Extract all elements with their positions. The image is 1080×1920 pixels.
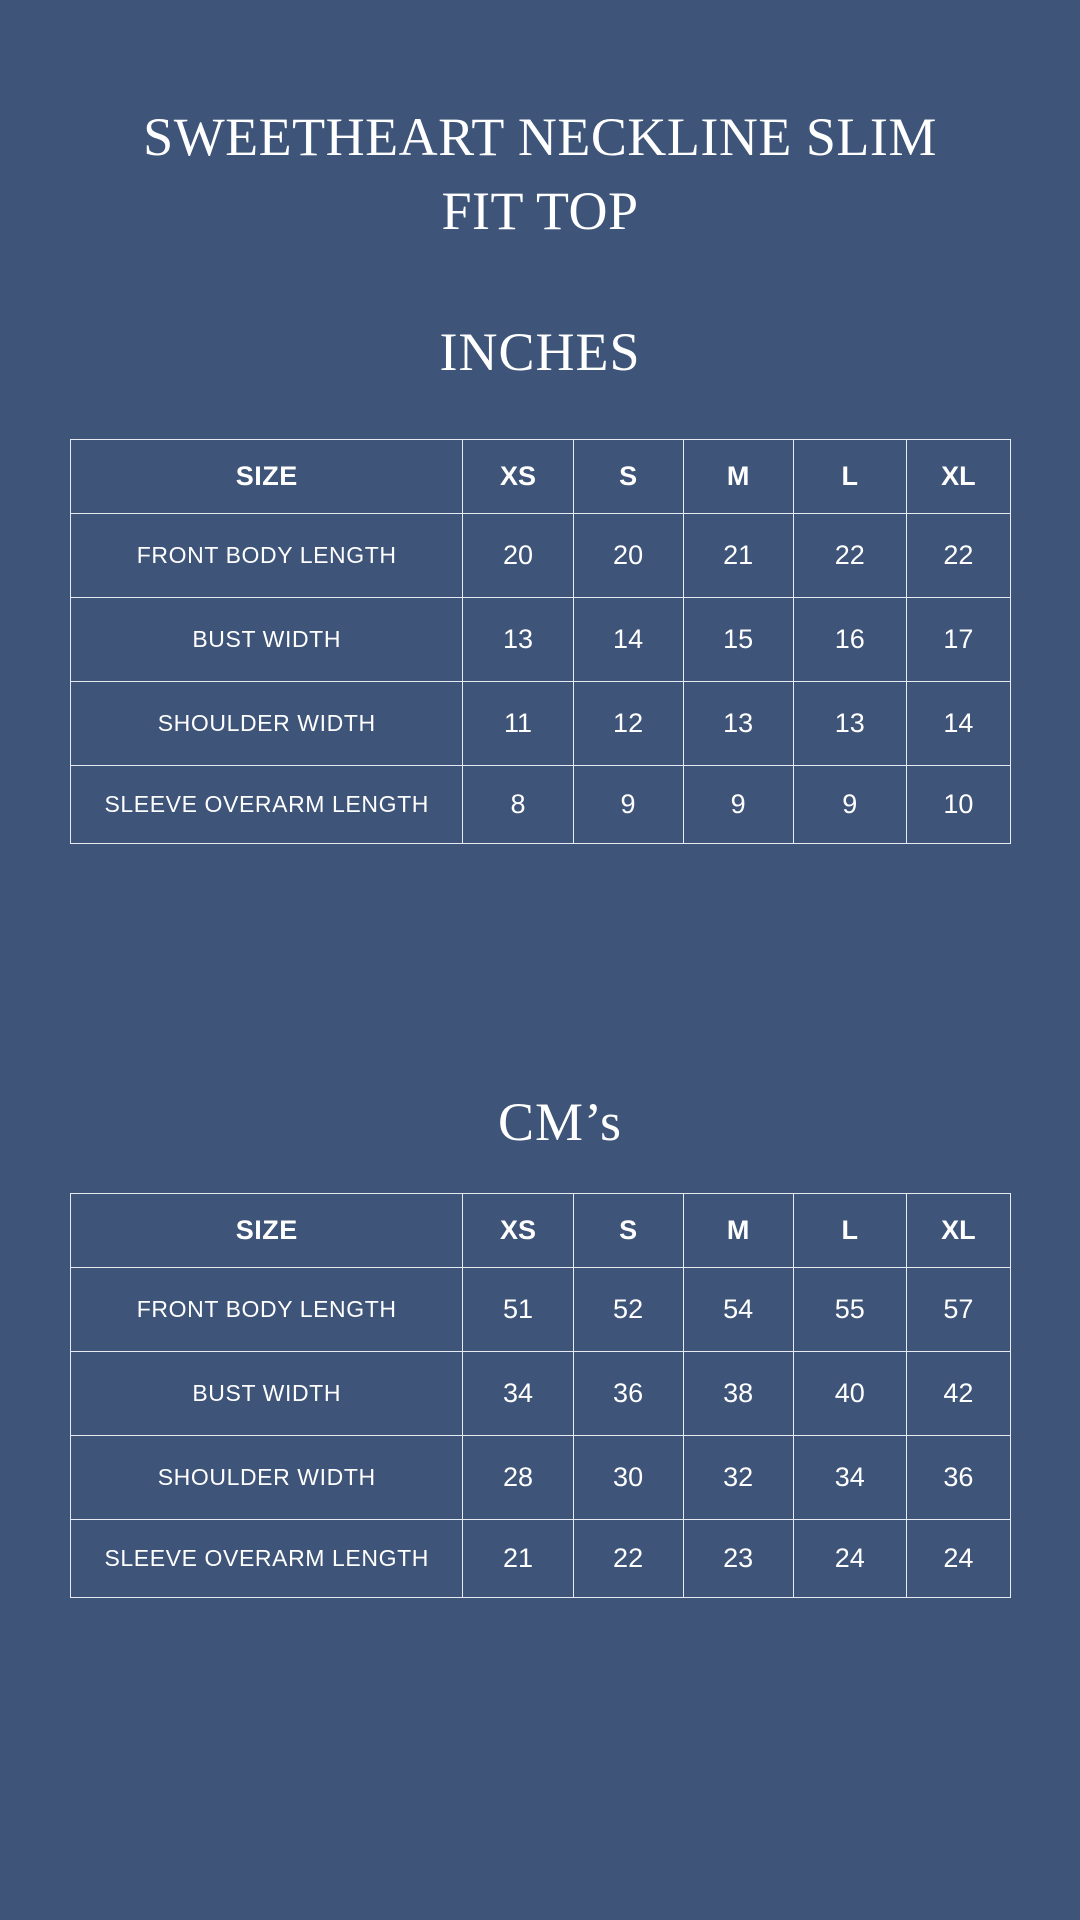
table-cell: 38: [683, 1352, 793, 1436]
table-cell: 42: [906, 1352, 1010, 1436]
table-cell: 22: [573, 1520, 683, 1598]
table-cell: 13: [683, 682, 793, 766]
table-cell: 22: [793, 514, 906, 598]
table-cell: 9: [683, 766, 793, 844]
table-cell: 15: [683, 598, 793, 682]
table-cell: 23: [683, 1520, 793, 1598]
table-cell: 21: [683, 514, 793, 598]
table-row: [71, 598, 1011, 682]
table-cell: 54: [683, 1268, 793, 1352]
size-header-m: M: [683, 440, 793, 514]
table-header-row: [71, 1194, 1011, 1268]
table-cell: 10: [906, 766, 1010, 844]
table-cell: 24: [906, 1520, 1010, 1598]
table-cell: 13: [793, 682, 906, 766]
size-header-m: M: [683, 1194, 793, 1268]
row-label: FRONT BODY LENGTH: [71, 1268, 463, 1352]
table-cell: 16: [793, 598, 906, 682]
size-column-header: SIZE: [71, 440, 463, 514]
size-header-xs: XS: [463, 1194, 573, 1268]
table-cell: 22: [906, 514, 1010, 598]
table-cell: 9: [793, 766, 906, 844]
table-cell: 36: [573, 1352, 683, 1436]
table-cell: 11: [463, 682, 573, 766]
table-cell: 34: [463, 1352, 573, 1436]
cms-size-table: [70, 1193, 1011, 1598]
row-label: SLEEVE OVERARM LENGTH: [71, 766, 463, 844]
table-cell: 34: [793, 1436, 906, 1520]
table-cell: 40: [793, 1352, 906, 1436]
table-cell: 20: [463, 514, 573, 598]
table-cell: 28: [463, 1436, 573, 1520]
size-header-l: L: [793, 440, 906, 514]
table-cell: 30: [573, 1436, 683, 1520]
table-row: [71, 514, 1011, 598]
table-cell: 24: [793, 1520, 906, 1598]
size-column-header: SIZE: [71, 1194, 463, 1268]
title-line-2: FIT TOP: [441, 181, 639, 241]
row-label: BUST WIDTH: [71, 1352, 463, 1436]
page-title: [0, 100, 1080, 248]
table-cell: 57: [906, 1268, 1010, 1352]
table-cell: 52: [573, 1268, 683, 1352]
row-label: SHOULDER WIDTH: [71, 682, 463, 766]
inches-heading: INCHES: [439, 322, 641, 382]
table-row: [71, 682, 1011, 766]
table-cell: 36: [906, 1436, 1010, 1520]
row-label: BUST WIDTH: [71, 598, 463, 682]
table-cell: 55: [793, 1268, 906, 1352]
table-cell: 20: [573, 514, 683, 598]
table-cell: 8: [463, 766, 573, 844]
table-cell: 32: [683, 1436, 793, 1520]
table-row: [71, 1352, 1011, 1436]
size-header-s: S: [573, 440, 683, 514]
size-header-xs: XS: [463, 440, 573, 514]
table-header-row: [71, 440, 1011, 514]
table-cell: 14: [573, 598, 683, 682]
table-row: [71, 766, 1011, 844]
row-label: SHOULDER WIDTH: [71, 1436, 463, 1520]
size-header-xl: XL: [906, 1194, 1010, 1268]
row-label: FRONT BODY LENGTH: [71, 514, 463, 598]
row-label: SLEEVE OVERARM LENGTH: [71, 1520, 463, 1598]
table-row: [71, 1268, 1011, 1352]
table-cell: 9: [573, 766, 683, 844]
table-cell: 13: [463, 598, 573, 682]
title-line-1: SWEETHEART NECKLINE SLIM: [143, 107, 937, 167]
table-row: [71, 1436, 1011, 1520]
table-cell: 14: [906, 682, 1010, 766]
size-header-s: S: [573, 1194, 683, 1268]
size-header-l: L: [793, 1194, 906, 1268]
cms-heading: CM’s: [497, 1092, 623, 1152]
table-cell: 12: [573, 682, 683, 766]
table-cell: 21: [463, 1520, 573, 1598]
table-cell: 51: [463, 1268, 573, 1352]
table-row: [71, 1520, 1011, 1598]
inches-size-table: [70, 439, 1011, 844]
table-cell: 17: [906, 598, 1010, 682]
size-header-xl: XL: [906, 440, 1010, 514]
